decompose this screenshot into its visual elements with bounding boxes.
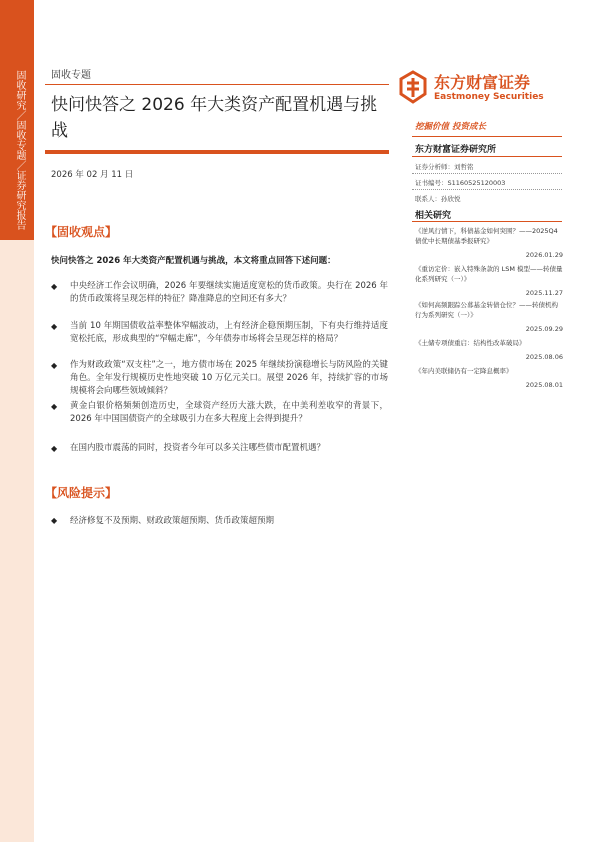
- views-lead: 快问快答之 2026 年大类资产配置机遇与挑战，本文将重点回答下述问题：: [51, 256, 336, 266]
- related-item-date: 2026.01.29: [525, 251, 563, 259]
- diamond-bullet-icon: ◆: [51, 282, 58, 291]
- related-item-date: 2025.08.06: [525, 353, 563, 361]
- related-item-date: 2025.08.01: [525, 381, 563, 389]
- dotted-divider: [412, 189, 562, 190]
- sidebar-category-label: 固收研究／固收专题／证券研究报告: [14, 70, 25, 230]
- related-item[interactable]: 《年内美联储仍有一定降息概率》: [415, 367, 513, 375]
- views-bullet: 作为财政政策“双支柱”之一，地方债市场在 2025 年继续扮演稳增长与防风险的关键角色。全年发行规模历史性地突破 10 万亿元关口。展望 2026 年，持续扩容的市场规模将会向哪些领域倾斜？: [70, 360, 388, 396]
- diamond-bullet-icon: ◆: [51, 402, 58, 411]
- section-label: 固收专题: [51, 70, 91, 81]
- views-bullet: 在国内股市震荡的同时，投资者今年可以多关注哪些债市配置机遇？: [70, 443, 326, 453]
- diamond-bullet-icon: ◆: [51, 516, 58, 525]
- risk-text: 经济修复不及预期、财政政策超预期、货币政策超预期: [70, 516, 275, 526]
- diamond-bullet-icon: ◆: [51, 444, 58, 453]
- related-item[interactable]: 《土储专项债重启：结构性改革破局》: [415, 339, 526, 347]
- brand-logo-icon: [398, 70, 428, 104]
- contact-name: 联系人：孙欣悦: [415, 195, 461, 203]
- related-item[interactable]: 《逆风行情下，科债基金如何突围？——2025Q4 债优中长期债基季报研究》: [415, 227, 558, 245]
- right-divider-1: [412, 136, 562, 137]
- related-research-title: 相关研究: [415, 211, 452, 221]
- dotted-divider: [412, 173, 562, 174]
- title-underline: [45, 150, 389, 154]
- views-heading: 【固收观点】: [45, 225, 118, 239]
- institute-name: 东方财富证券研究所: [415, 145, 497, 155]
- right-divider-2: [412, 156, 562, 157]
- related-item-date: 2025.09.29: [525, 325, 563, 333]
- views-bullet: 中央经济工作会议明确，2026 年要继续实施适度宽松的货币政策。央行在 2026 年的货币政策将呈现怎样的特征？降准降息的空间还有多大？: [70, 281, 388, 304]
- views-bullet: 黄金白银价格频频创造历史，全球资产经历大涨大跌，在中美利差收窄的背景下，2026 年中国国债资产的全球吸引力在多大程度上会得到提升？: [70, 401, 388, 424]
- header-divider: [45, 84, 389, 85]
- brand-logo: [398, 70, 558, 110]
- brand-name-en: Eastmoney Securities: [434, 92, 544, 102]
- brand-slogan: 挖掘价值 投资成长: [415, 122, 486, 132]
- page-title: 快问快答之 2026 年大类资产配置机遇与挑战: [51, 95, 378, 141]
- risk-heading: 【风险提示】: [45, 486, 118, 500]
- brand-name-cn: 东方财富证券: [434, 73, 531, 92]
- report-date: 2026 年 02 月 11 日: [51, 170, 134, 180]
- views-bullet: 当前 10 年期国债收益率整体窄幅波动，上有经济企稳预期压制，下有央行维持适度宽松托底，形成典型的“窄幅走廊”，今年债券市场将会呈现怎样的格局？: [70, 321, 388, 344]
- diamond-bullet-icon: ◆: [51, 361, 58, 370]
- sidebar: [0, 0, 34, 842]
- related-item[interactable]: 《重访定价：嵌入特殊条款的 LSM 模型——转债量化系列研究（一）》: [415, 265, 563, 283]
- related-item-date: 2025.11.27: [525, 289, 563, 297]
- diamond-bullet-icon: ◆: [51, 322, 58, 331]
- sidebar-light-band: [0, 240, 34, 842]
- right-divider-3: [412, 221, 562, 222]
- analyst-cert: 证书编号：S1160525120003: [415, 179, 506, 187]
- related-item[interactable]: 《如何高频跟踪公募基金转债仓位？——转债机构行为系列研究（一）》: [415, 301, 558, 319]
- analyst-name: 证券分析师：刘哲铭: [415, 163, 474, 171]
